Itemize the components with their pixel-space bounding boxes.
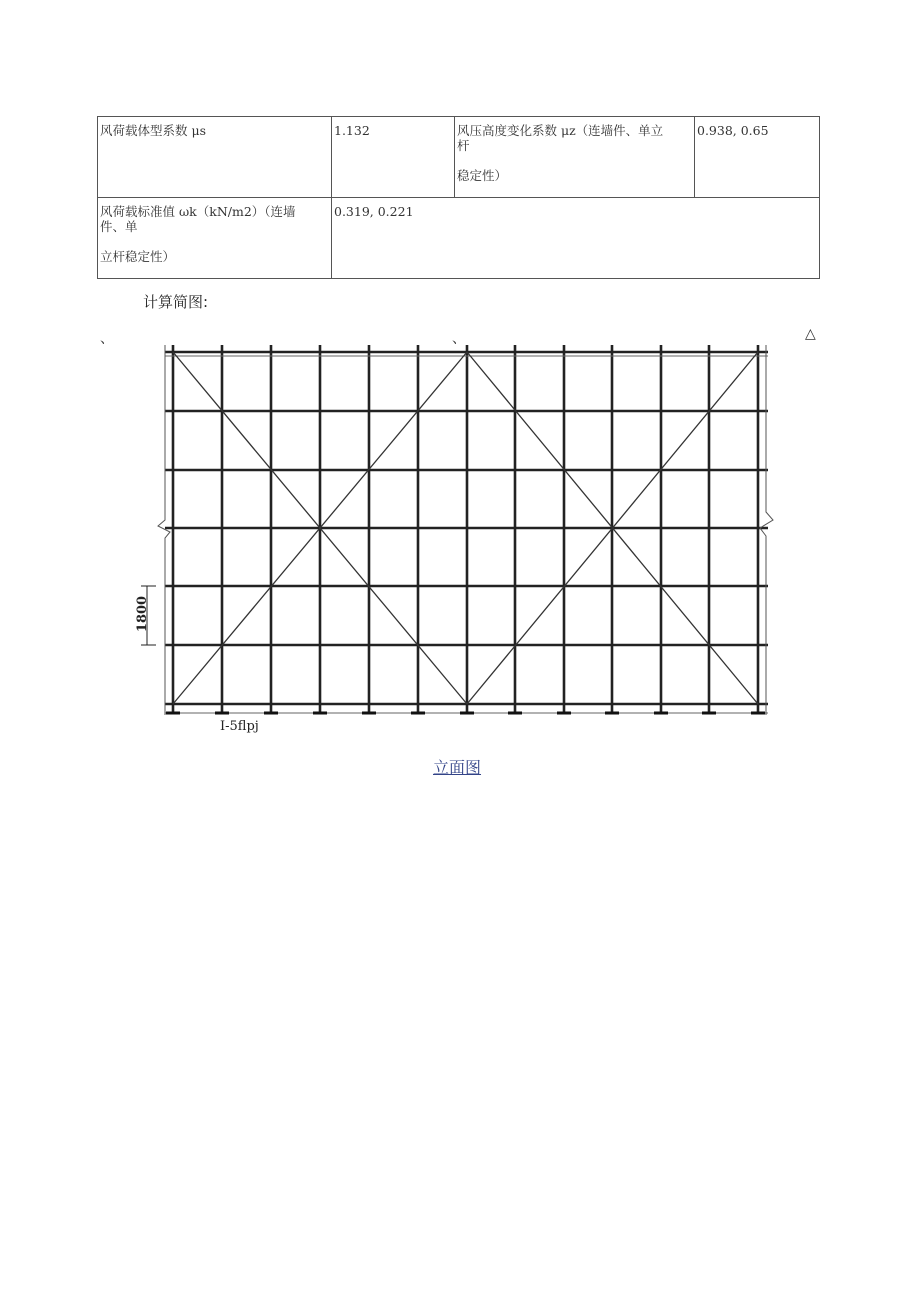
height-coefficient-value: 0.938, 0.65 [695,117,820,198]
scaffold-frame [141,345,773,715]
triangle-mark: △ [805,326,816,342]
shape-coefficient-label: 风荷载体型系数 μs [98,117,332,198]
left-mark: 、 [100,331,114,347]
spacing-dimension-label: 1800 [134,595,150,633]
standard-wind-load-label: 风荷载标准值 ωk（kN/m2）（连墙 件、单 立杆稳定性） [98,198,332,279]
height-coefficient-label: 风压高度变化系数 μz（连墙件、单立 杆 稳定性） [455,117,695,198]
elevation-caption[interactable]: 立面图 [433,758,482,777]
standard-wind-load-value: 0.319, 0.221 [332,198,820,279]
shape-coefficient-value: 1.132 [332,117,455,198]
base-label: I-5flpj [220,719,259,734]
left-break-line [158,345,170,715]
section-heading: 计算简图: [143,293,209,311]
right-break-line [760,345,773,715]
middle-mark: 、 [452,331,466,347]
